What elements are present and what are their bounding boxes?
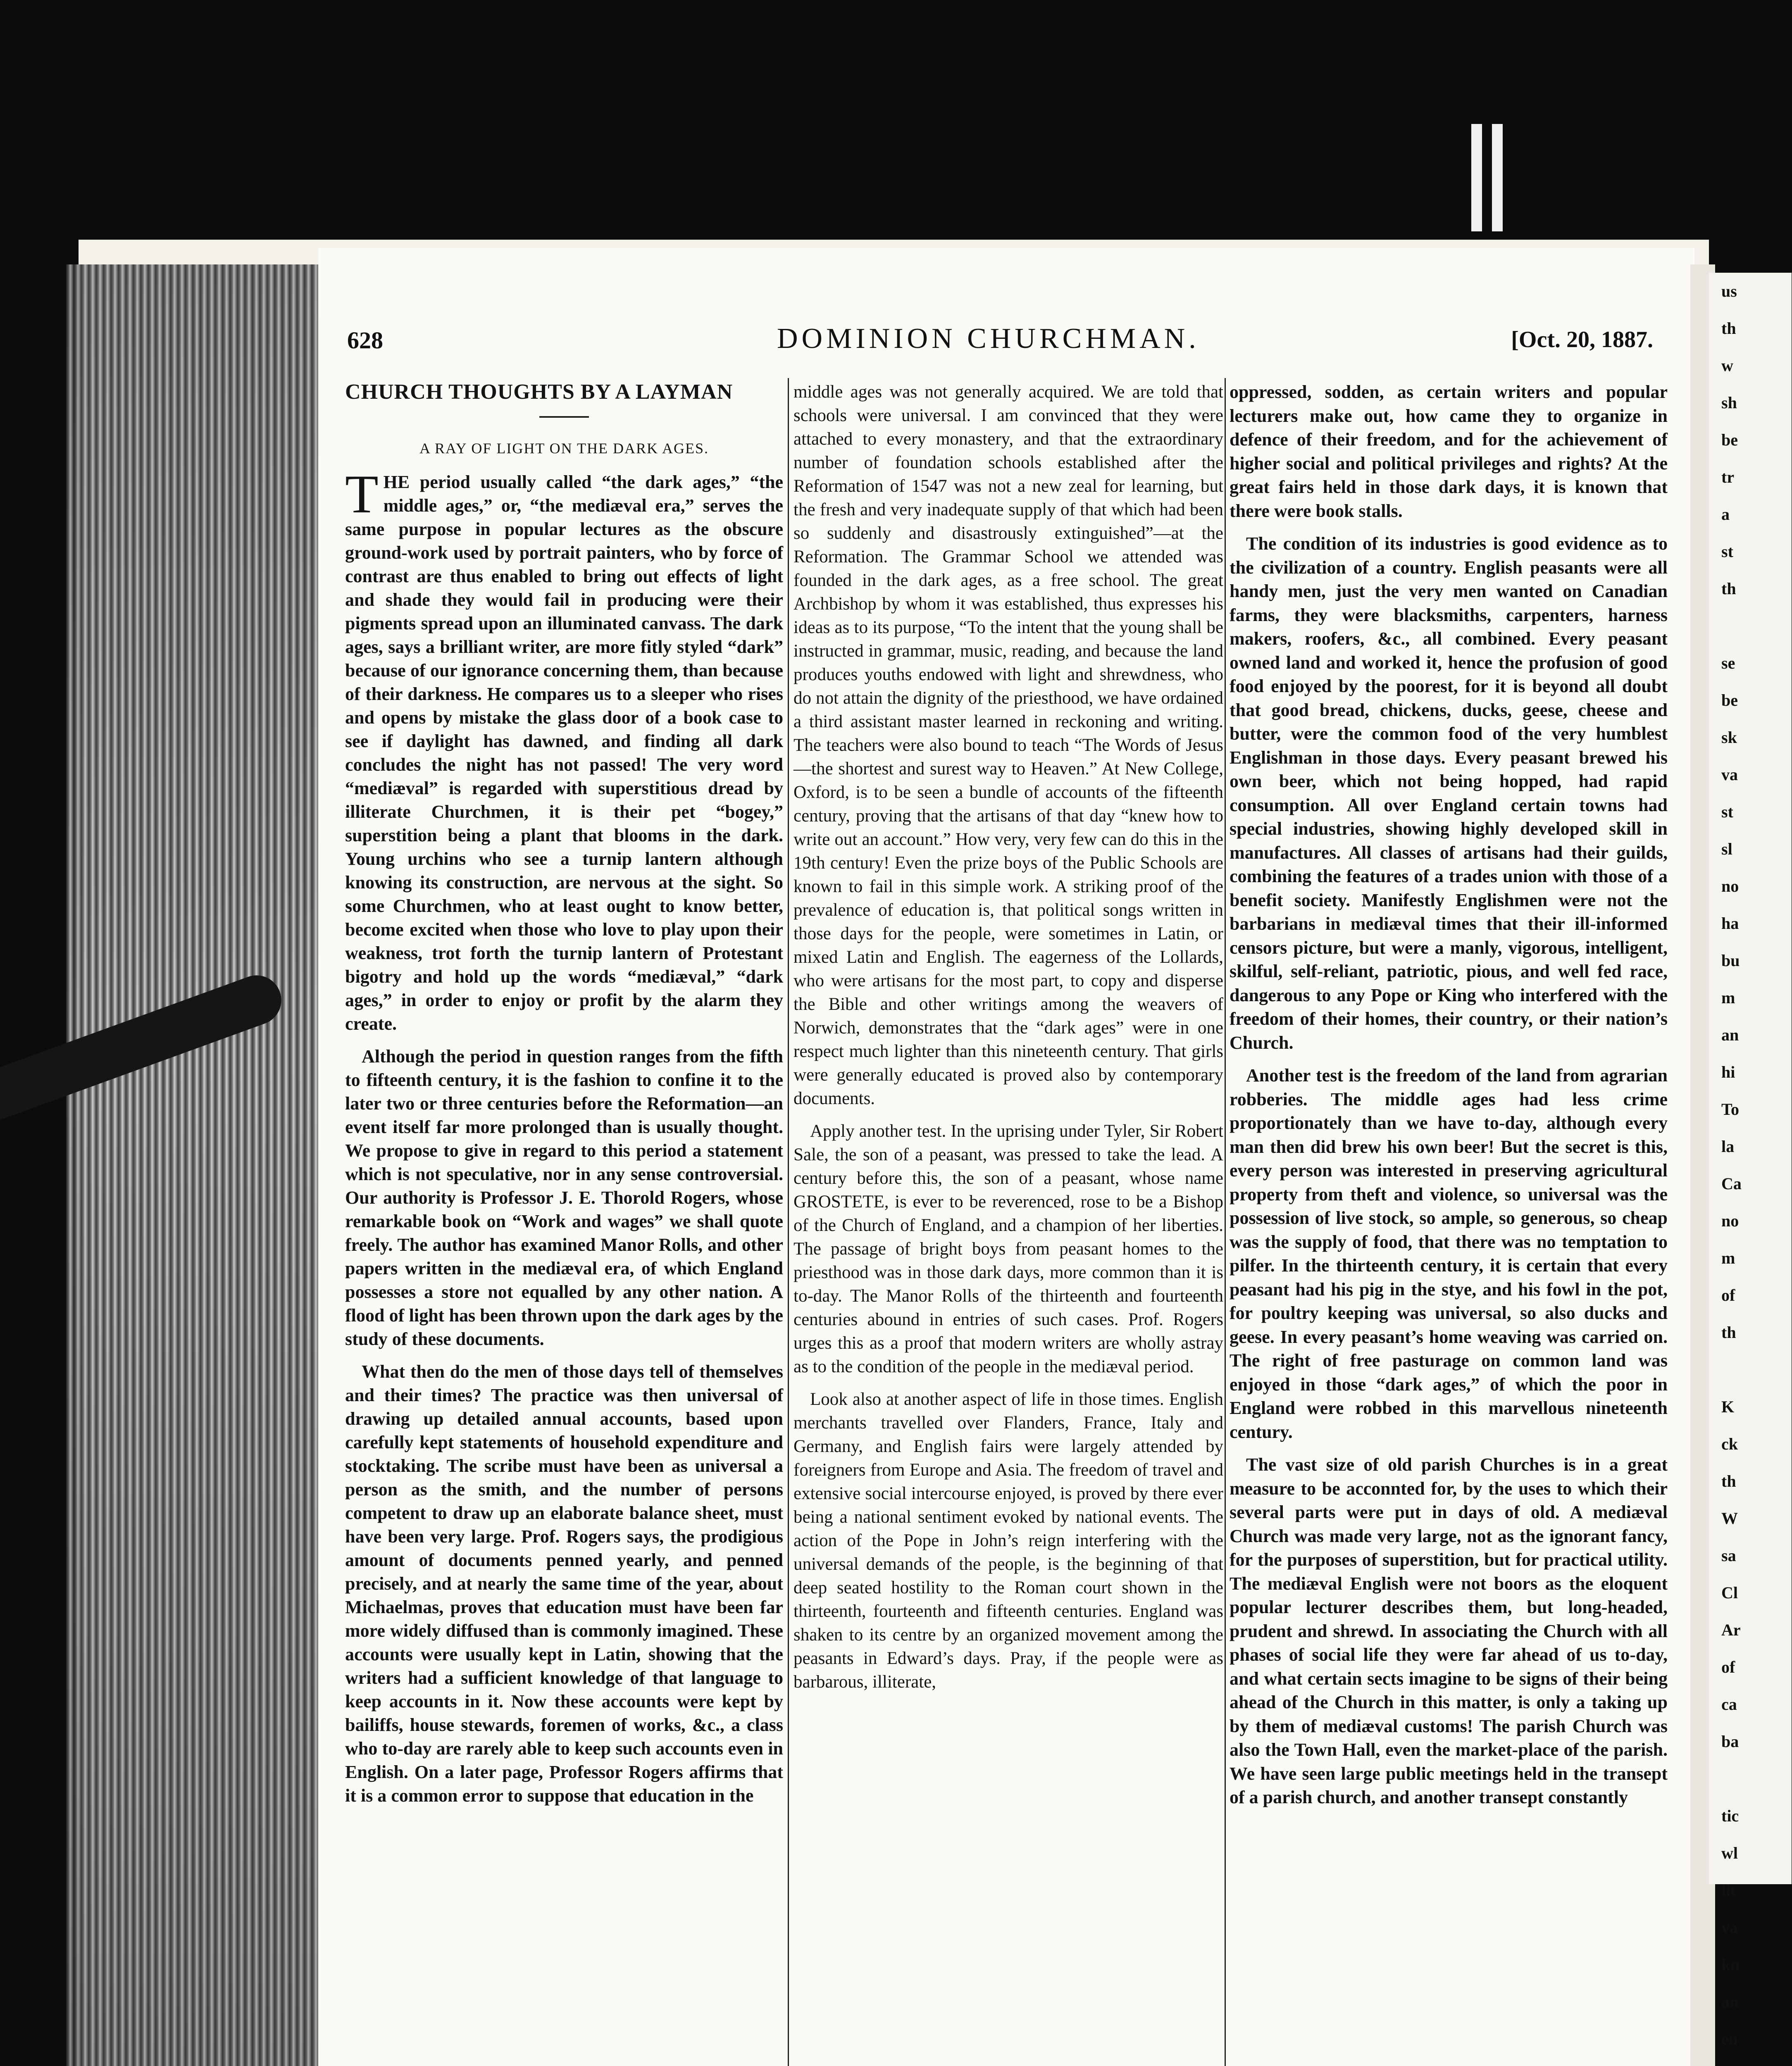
adjacent-page-word: ha — [1721, 914, 1739, 933]
adjacent-page-word: w — [1721, 356, 1733, 375]
drop-cap: T — [345, 464, 379, 524]
adjacent-page-word: st — [1721, 542, 1733, 561]
adjacent-page-word: la — [1721, 1137, 1735, 1156]
adjacent-page-word: Ca — [1721, 1174, 1742, 1193]
adjacent-page-word: K — [1721, 1397, 1735, 1416]
adjacent-page-word: m — [1721, 1249, 1735, 1267]
column-3 — [1230, 380, 1668, 2066]
scan-frame-top — [0, 0, 1792, 240]
column-2 — [794, 380, 1223, 2066]
adjacent-page-word: be — [1721, 431, 1738, 449]
paragraph: Apply another test. In the uprising under Tyler, Sir Robert Sale, the son of a peasant, was pressed to take the lead. A century before this, the son of a peasant, whose name GROSTETE, is ever to be reverenced, rose to be a Bishop of the Church of England, and a champion of her liberties. The passage of bright boys from peasant homes to the priesthood was in those dark days, more common than it is to-day. The Manor Rolls of the thirteenth and fourteenth centuries abound in entries of such cases. Prof. Rogers urges this as a proof that modern writers are wholly astray as to the condition of the people in the mediæval period. — [794, 1121, 1223, 1376]
page-number: 628 — [347, 327, 383, 354]
paragraph: What then do the men of those days tell of themselves and their times? The practice was then universal of drawing up detailed annual accounts, based upon carefully kept statements of household expenditure and stocktaking. The scribe must have been as universal a person as the smith, and the number of persons competent to draw up an elaborate balance sheet, must have been very large. Prof. Rogers says, the prodigious amount of documents penned yearly, and penned precisely, and at nearly the same time of the year, about Michaelmas, proves that education must have been far more widely diffused than is commonly imagined. These accounts were usually kept in Latin, showing that the writers had a sufficient knowledge of that language to keep accounts in it. Now these accounts were kept by bailiffs, house stewards, foremen of works, &c., a class who to-day are rarely able to keep such accounts even in English. On a later page, Professor Rogers affirms that it is a common error to suppose that education in the — [345, 1361, 783, 1806]
clip-mark — [1471, 124, 1482, 231]
adjacent-page-word: kn — [1721, 1955, 1740, 1974]
adjacent-page-word: ca — [1721, 1695, 1737, 1714]
adjacent-page-word: of — [1721, 1658, 1735, 1676]
paragraph-text: HE period usually called “the dark ages,” “the middle ages,” or, “the mediæval era,” serves the same purpose in popular lectures as the obscure ground-work used by portrait painters, who by force of contrast are thus enabled to bring out effects of light and shade they would fail in producing were their pigments spread upon an illuminated canvass. The dark ages, says a brilliant writer, are more fitly styled “dark” because of our ignorance concerning them, than because of their darkness. He compares us to a sleeper who rises and opens by mistake the glass door of a book case to see if daylight has dawned, and finding all dark concludes the night has not passed! The very word “mediæval” is regarded with superstitious dread by illiterate Churchmen, it is their pet “bogey,” superstition being a plant that blooms in the dark. Young urchins who see a turnip lantern although knowing its construction, are nervous at the sight. So some Churchmen, who at least ought to know better, become excited when those who love to play upon their weakness, trot forth the turnip lantern of Protestant bigotry and hold up the words “mediæval,” “dark ages,” in order to enjoy or profit by the alarm they create. — [345, 472, 783, 1034]
adjacent-page-word: en — [1721, 2030, 1738, 2048]
paragraph: Although the period in question ranges from the fifth to fifteenth century, it is the fashion to confine it to the later two or three centuries before the Reformation—an event itself far more prolonged than is usually thought. We propose to give in regard to this period a statement which is not speculative, nor in any sense controversial. Our authority is Professor J. E. Thorold Rogers, whose remarkable book on “Work and wages” we shall quote freely. The author has examined Manor Rolls, and other papers written in the mediæval era, of which England possesses a store not equalled by any other nation. A flood of light has been thrown upon the dark ages by the study of these documents. — [345, 1046, 783, 1349]
paragraph: middle ages was not generally acquired. We are told that schools were universal. I am convinced that they were attached to every monastery, and that the extraordinary number of foundation schools established after the Reformation of 1547 was not a new zeal for learning, but the fresh and very inadequate supply of that which had been so suddenly and disastrously extinguished”—at the Reformation. The Grammar School we attended was founded in the dark ages, as a free school. The great Archbishop by whom it was established, thus expresses his ideas as to its purpose, “To the intent that the young shall be instructed in grammar, music, reading, and because the land produces youths endowed with light and shrewdness, who do not attain the dignity of the priesthood, we have ordained a third assistant master learned in reckoning and writing. The teachers were also bound to teach “The Words of Jesus—the shortest and surest way to Heaven.” At New College, Oxford, is to be seen a bundle of accounts of the fifteenth century, proving that the artisans of that day “knew how to write out an account.” How very, very few can do this in the 19th century! Even the prize boys of the Public Schools are known to fail in this simple work. A striking proof of the prevalence of education is, that political songs written in those days for the people, were sometimes in Latin, or mixed Latin and English. The eagerness of the Lollards, who were artisans for the most part, to copy and disperse the Bible and other writings among the weavers of Norwich, demonstrates that the “dark ages” were in one respect much lighter than this nineteenth century. That girls were generally educated is proved also by contemporary documents. — [794, 382, 1223, 1108]
adjacent-page-word: To — [1721, 1100, 1740, 1119]
adjacent-page-word: Cl — [1721, 1583, 1738, 1602]
adjacent-page-word: an — [1721, 1026, 1739, 1044]
adjacent-page-word: lit — [1721, 1881, 1736, 1899]
adjacent-page-word: sh — [1721, 393, 1737, 412]
adjacent-page-word: m — [1721, 988, 1735, 1007]
adjacent-page-word: wl — [1721, 1844, 1738, 1862]
title-divider — [539, 416, 589, 418]
column-rule — [1225, 378, 1226, 2066]
adjacent-page-word: th — [1721, 1323, 1736, 1342]
column-rule — [788, 378, 789, 2066]
paragraph: oppressed, sodden, as certain writers and popular lecturers make out, how came they to organize in defence of their freedom, and for the achievement of higher social and political privileges and rights? At the great fairs held in those dark days, it is known that there were book stalls. — [1230, 382, 1668, 521]
paragraph: Look also at another aspect of life in those times. English merchants travelled over Flanders, France, Italy and Germany, and English fairs were largely attended by foreigners from Europe and Asia. The freedom of travel and extensive social intercourse enjoyed, is proved by there ever being a national sentiment evoked by national events. The action of the Pope in John’s reign interfering with the universal demands of the people, is the beginning of that deep seated hostility to the Roman court shown in the thirteenth, fourteenth and fifteenth centuries. England was shaken to its centre by an organized movement among the peasants in Edward’s days. Pray, if the people were as barbarous, illiterate, — [794, 1390, 1223, 1692]
adjacent-page-word: hi — [1721, 1063, 1735, 1081]
paragraph: The condition of its industries is good evidence as to the civilization of a country. English peasants were all handy men, just the very men wanted on Canadian farms, they were blacksmiths, carpenters, harness makers, roofers, &c., all combined. Every peasant owned land and worked it, hence the profusion of good food enjoyed by the poorest, for it is beyond all doubt that good bread, chickens, ducks, geese, cheese and butter, were the common food of the very humblest Englishman in those days. Every peasant brewed his own beer, which not being hopped, had rapid consumption. All over England certain towns had special industries, showing highly developed skill in manufactures. All classes of artisans had their guilds, combining the features of a trades union with those of a benefit society. Manifestly Englishmen were not the barbarians in mediæval times that their ill-informed censors picture, but were a manly, vigorous, intelligent, skilful, self-reliant, patriotic, pious, and well fed race, dangerous to any Pope or King who interfered with the freedom of their homes, their country, or their nation’s Church. — [1230, 533, 1668, 1053]
adjacent-page-word: no — [1721, 1212, 1739, 1230]
paragraph: The vast size of old parish Churches is in a great measure to be acconnted for, by the uses to which their several parts were put in days of old. A mediæval Church was made very large, not as the ignorant fancy, for the purposes of superstition, but for practical utility. The mediæval English were not boors as the eloquent popular lecturer describes them, but long-headed, prudent and shrewd. In associating the Church with all phases of social life they were far ahead of us to-day, and what certain sects imagine to be signs of their being ahead of the Church in this matter, is only a taking up by them of mediæval customs! The parish Church was also the Town Hall, even the market-place of the parish. We have seen large public meetings held in the transept of a parish church, and another transept constantly — [1230, 1454, 1668, 1807]
adjacent-page-word: va — [1721, 765, 1738, 784]
issue-date: [Oct. 20, 1887. — [1511, 327, 1653, 352]
adjacent-page-fragment — [1709, 273, 1792, 2048]
adjacent-page-word: st — [1721, 802, 1733, 821]
adjacent-page-word: va — [1721, 1918, 1738, 1937]
adjacent-page-word: Ar — [1721, 1621, 1741, 1639]
adjacent-page-word — [1709, 1760, 1792, 1797]
clip-mark — [1492, 124, 1503, 231]
adjacent-page-word: bu — [1721, 951, 1740, 970]
adjacent-page-word: an — [1721, 1992, 1739, 2011]
adjacent-page-word: be — [1721, 691, 1738, 709]
adjacent-page-word: us — [1721, 282, 1737, 300]
adjacent-page-word — [1709, 2058, 1792, 2066]
adjacent-page-word — [1709, 607, 1792, 645]
article-title: CHURCH THOUGHTS BY A LAYMAN — [345, 380, 733, 404]
running-head — [347, 322, 1653, 359]
adjacent-page-word: a — [1721, 505, 1730, 524]
adjacent-page-word: tic — [1721, 1807, 1739, 1825]
paragraph — [345, 464, 783, 1035]
column-1 — [345, 380, 783, 2066]
adjacent-page-word: ba — [1721, 1732, 1739, 1751]
adjacent-page-word: of — [1721, 1286, 1735, 1304]
adjacent-page-word: se — [1721, 654, 1735, 672]
adjacent-page-word: sl — [1721, 840, 1732, 858]
adjacent-page-word: ck — [1721, 1435, 1738, 1453]
adjacent-page-word: th — [1721, 1472, 1736, 1490]
adjacent-page-word: sk — [1721, 728, 1737, 747]
adjacent-page-word: sa — [1721, 1546, 1736, 1565]
adjacent-page-word — [1709, 1351, 1792, 1388]
book-page-stack — [66, 264, 322, 2066]
adjacent-page-word: W — [1721, 1509, 1738, 1528]
adjacent-page-word: no — [1721, 877, 1739, 895]
paragraph: Another test is the freedom of the land from agrarian robberies. The middle ages had less crime proportionately than we have to-day, although every man then did brew his own beer! But the secret is this, every person was interested in preserving agricultural property from theft and violence, so universal was the possession of live stock, so ample, so generous, so cheap was the supply of food, that there was no temptation to pilfer. In the thirteenth century, it is certain that every peasant had his pig in the stye, and his fowl in the pot, for poultry keeping was universal, so also ducks and geese. In every peasant’s home weaving was carried on. The right of free pasturage on common land was enjoyed in those “dark ages,” of which the poor in England were robbed in this marvellous nineteenth century. — [1230, 1065, 1668, 1442]
article-subtitle: A RAY OF LIGHT ON THE DARK AGES. — [419, 440, 709, 457]
adjacent-page-word: tr — [1721, 468, 1735, 486]
adjacent-page-word: th — [1721, 319, 1736, 338]
adjacent-page-word: th — [1721, 579, 1736, 598]
publication-title: DOMINION CHURCHMAN. — [777, 323, 1200, 355]
